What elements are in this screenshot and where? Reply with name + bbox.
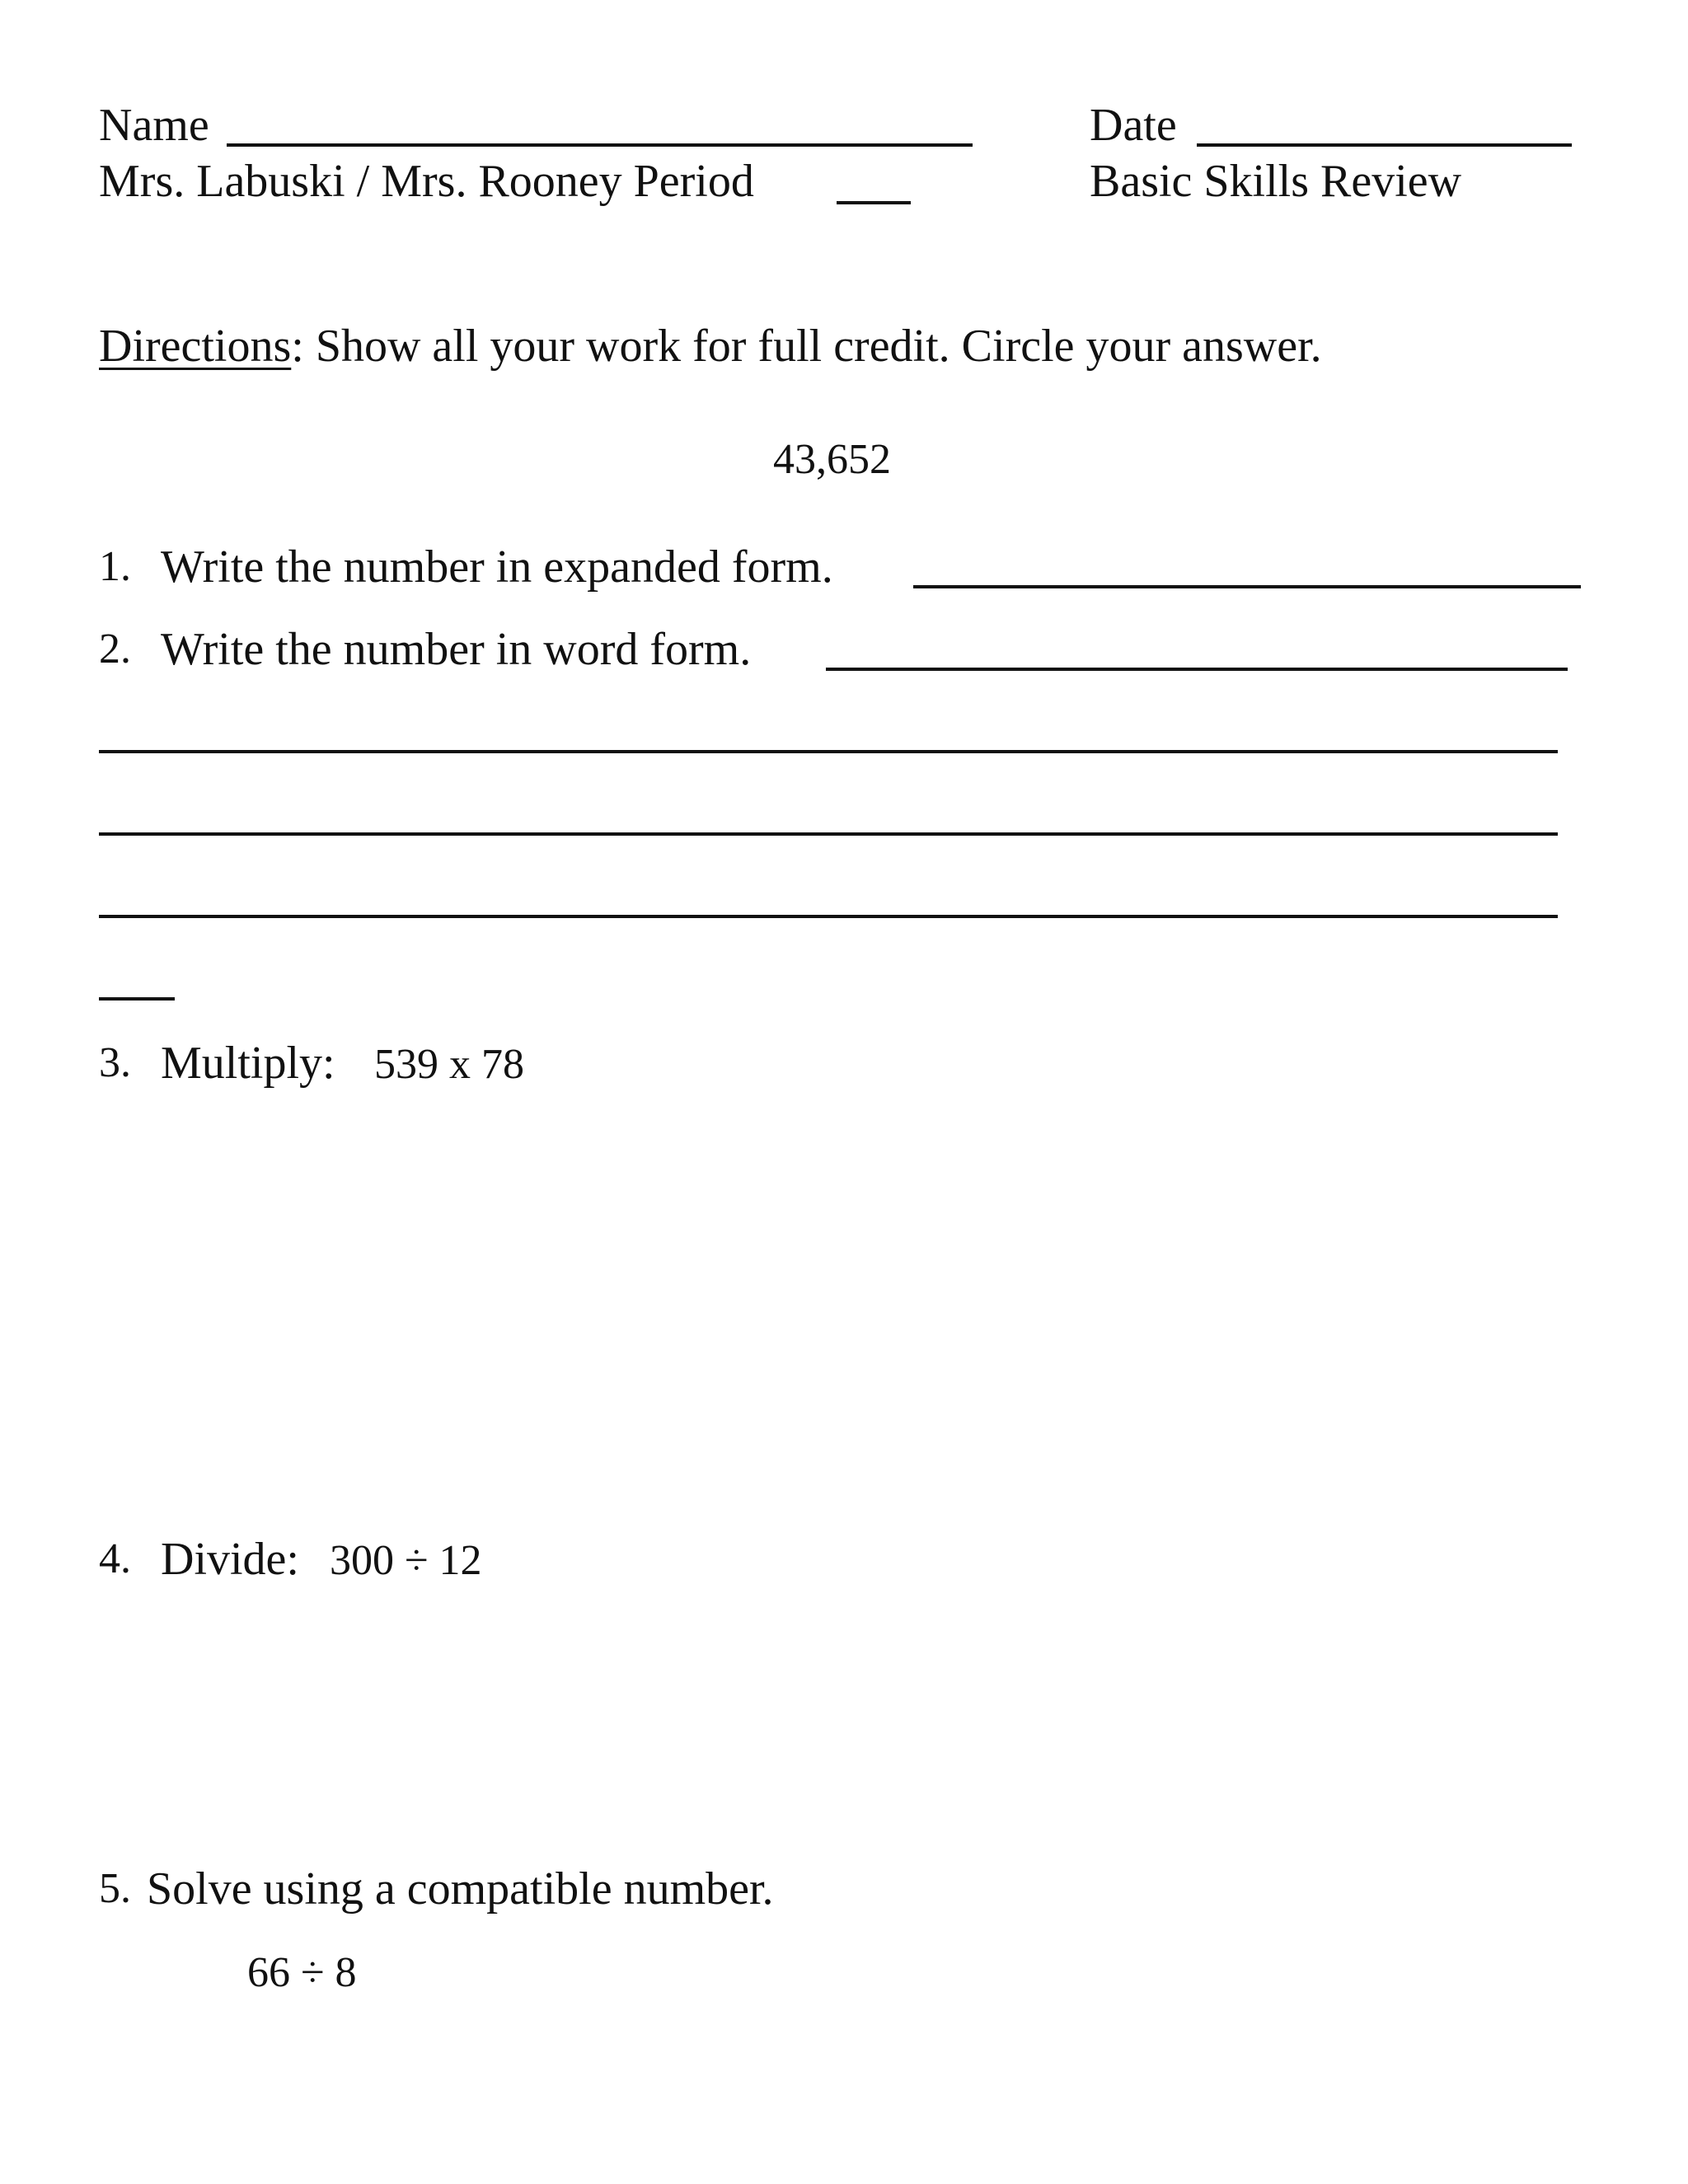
question-5-number: 5. bbox=[99, 1865, 131, 1912]
question-1-answer-line[interactable] bbox=[913, 585, 1581, 588]
question-2-answer-line-3[interactable] bbox=[99, 832, 1558, 836]
teachers-period-label: Mrs. Labuski / Mrs. Rooney Period bbox=[99, 156, 754, 207]
question-1-text: Write the number in expanded form. bbox=[161, 541, 833, 593]
question-4-number: 4. bbox=[99, 1535, 131, 1582]
question-2-answer-line-2[interactable] bbox=[99, 750, 1558, 753]
question-5-expression: 66 ÷ 8 bbox=[247, 1949, 357, 1996]
question-5-text: Solve using a compatible number. bbox=[147, 1863, 774, 1915]
directions bbox=[99, 321, 1322, 372]
question-4-expression: 300 ÷ 12 bbox=[330, 1537, 482, 1584]
question-2-number: 2. bbox=[99, 626, 131, 673]
question-3-expression: 539 x 78 bbox=[374, 1041, 524, 1088]
featured-number: 43,652 bbox=[773, 436, 891, 483]
date-label: Date bbox=[1090, 100, 1177, 151]
question-2-answer-line-4[interactable] bbox=[99, 915, 1558, 918]
period-answer-line[interactable] bbox=[837, 201, 911, 204]
question-2-text: Write the number in word form. bbox=[161, 624, 752, 675]
worksheet-title: Basic Skills Review bbox=[1090, 156, 1462, 207]
question-1-number: 1. bbox=[99, 543, 131, 590]
question-2-answer-line-5[interactable] bbox=[99, 997, 175, 1001]
date-answer-line[interactable] bbox=[1197, 143, 1572, 147]
question-4-text: Divide: bbox=[161, 1534, 299, 1585]
name-label: Name bbox=[99, 100, 209, 151]
name-answer-line[interactable] bbox=[227, 143, 973, 147]
directions-text: : Show all your work for full credit. Circle your answer. bbox=[291, 321, 1322, 372]
question-2-answer-line[interactable] bbox=[826, 668, 1568, 671]
question-3-number: 3. bbox=[99, 1039, 131, 1086]
question-3-text: Multiply: bbox=[161, 1038, 335, 1089]
directions-label: Directions bbox=[99, 321, 292, 372]
